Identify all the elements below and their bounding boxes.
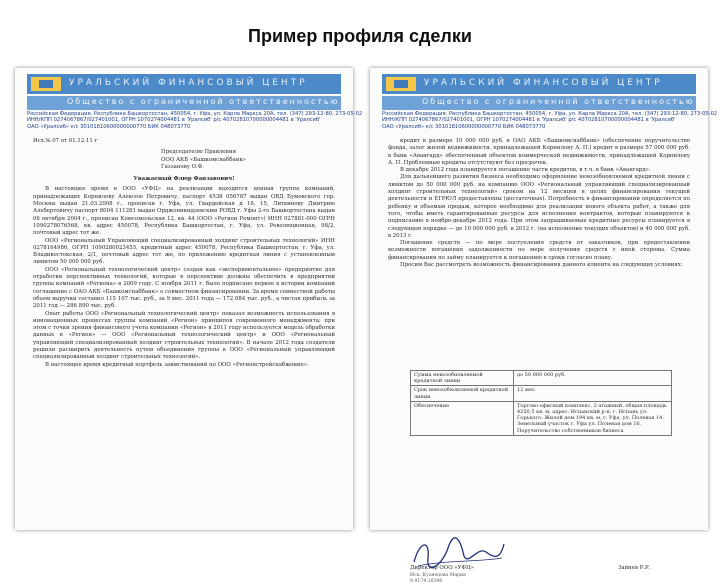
address-line: ИНН/КПП 0274067867/027401001, ОГРН 1070274004481 в 'Уралсиб' р/с 40702810700000004481 в 'Уралсиб' <box>382 117 676 124</box>
address-line: Российская Федерация, Республика Башкортостан, 450054, г. Уфа, ул. Карла Маркса 20А, тел. (347) 293-12-80, 273-05-02 <box>27 111 363 117</box>
salutation: Уважаемый Флюр Фанзавович! <box>133 176 235 183</box>
letterhead-company-banner <box>27 96 341 110</box>
letter-body <box>33 138 335 369</box>
company-logo-icon <box>386 77 416 91</box>
outgoing-number: Исх.№ 07 от 01.12.11 г <box>33 138 98 144</box>
addressee-line: ООО АКБ «Башкомснаббанк» <box>161 156 246 163</box>
table-row <box>411 401 672 435</box>
executor-line: 8-9174-20396 <box>410 579 443 584</box>
letterhead-company-banner <box>382 96 696 110</box>
letterhead-org-name: УРАЛЬСКИЙ ФИНАНСОВЫЙ ЦЕНТР <box>424 78 663 88</box>
letterhead-banner <box>27 74 341 94</box>
letterhead-address <box>382 111 718 130</box>
letterhead-company-type: Общество с ограниченной ответственностью <box>67 97 340 106</box>
address-line: ОАО «Уралсиб» к/с 30101810600000000770 БИК 048073770 <box>27 123 191 130</box>
body-paragraph: ООО «Региональный технологический центр» создан как «экспериментальное» предприятие для отработки перспективных технологий, которые в перспективе должны обеспечить в предприятии группы компаний «Региона» в 2009 году. С ноября 2011 г. было подписано первое в истории компании соглашение с ОАО АКБ «Башкомснаббанк» о совместном финансировании. За время совместной работы объем выручки составил 115 107 тыс. руб., за 9 мес. 2011 года — 172 084 тыс. руб., а чистая прибыль за 2011 год — 286 890 тыс. руб. <box>33 266 335 310</box>
executor-info <box>410 573 466 585</box>
body-paragraph: ООО «Региональный Управляющий специализированный холдинг строительных технологий» ИНН 0278164986, ОГРН 1090280023455, кредитный адрес 450078, Республика Башкортостан, г. Уфа, ул. Владивостокская, 2/1, почтовый адрес тот же, по приложению кредитная линия с установленным лимитом 50 000 000 руб. <box>33 237 335 266</box>
addressee-line: Газзанову О.Ф. <box>161 163 204 170</box>
address-line: ИНН/КПП 0274067867/027401001, ОГРН 1070274004481 в 'Уралсиб' р/с 40702810700000004481 в 'Уралсиб' <box>27 117 321 124</box>
address-line: ОАО «Уралсиб» к/с 30101810600000000770 БИК 048073770 <box>382 123 546 130</box>
address-line: Российская Федерация, Республика Башкортостан, 450054, г. Уфа, ул. Карла Маркса 20А, тел. (347) 293-12-80, 273-05-02 <box>382 111 718 117</box>
body-paragraph: Просим Вас рассмотреть возможность финансирования данного клиента на следующих условиях: <box>400 262 683 269</box>
body-paragraph: кредит в размере 10 000 000 руб. в ОАО АКБ «Башкомснаббанк» (обеспечение поручительство фонда, залог жилой недвижимости, принадлежащей Корнилову А. П.) кредит в размере 57 000 000 руб. в банк «Авангард» обеспеченный объектом коммерческой недвижимости, принадлежащей Корнилову А. П. Проблемные кредиты отсутствуют без просрочек. <box>388 138 690 166</box>
table-cell-value: Торгово-офисный комплекс, 2-этажный, общая площадь 4250,5 кв. м, адрес: Испанский р-н, г. Испань ул. Горького. Жилой дом 194 кв. м, г. Уфа, ул. Полевая 14. Земельный участок г. Уфа ул. Полевая дом 16. Поручительство собственников бизнеса <box>514 401 672 435</box>
body-paragraph: Опыт работы ООО «Региональный технологический центр» показал возможность использования в инновационных процессах группы компаний «Регион» принципов современного менеджмента; при этом с точки зрения финансового учета компании «Регион» в 2011 году используется модель обработки данных в «Регион» — ООО «Региональный технологический центр» и ООО «Региональный управляющий специализированный холдинг строительных технологий». В начале 2012 года создатели решили расширить деятельность путем объединения группы в ООО «Региональный управляющий специализированный холдинг строительных технологий». <box>33 310 335 361</box>
body-paragraph: Для дальнейшего развития бизнеса необходимо оформление невозобновляемой кредитной линии с лимитом до 50 000 000 руб. на компанию ООО «Региональный управляющий специализированный холдинг строительных технологий» сроком на 12 месяцев в целях финансирования текущей деятельности и ЕГРЮЛ предоставлены (достаточных). Потребность в финансировании определяется по ребенку и объемам продаж, которое необходимо для реализации нового объекта работ, а также для того, чтобы иметь гарантированные ресурсы для исполнения контрактов, которые планируются к подписанию в ноябре-декабре 2012 года. При этом запрашиваемые кредитные ресурсы планируется в следующем порядке — до 10 000 000 руб. в 2012 г. (на исполнение текущих объектов) и 40 000 000 руб. в 2013 г. <box>388 174 690 239</box>
signatory-role: Директор ООО «УФЦ» <box>410 565 475 571</box>
table-cell-value: 12 мес. <box>514 386 672 401</box>
letterhead-org-name: УРАЛЬСКИЙ ФИНАНСОВЫЙ ЦЕНТР <box>69 78 308 88</box>
table-row <box>411 386 672 401</box>
signatory-name: Зайнев Р.Р. <box>618 565 651 571</box>
body-paragraph: В декабре 2012 года планируется погашение части кредитов, в т.ч. в банк «Авангард». <box>400 167 651 174</box>
letterhead-banner <box>382 74 696 94</box>
body-paragraph: Погашение средств — по мере поступления средств от заказчиков, при предоставлении возможности погашения задолженности по мере получения средств с иной стороны. Сумма финансирования по займу планируется к погашению в сроки согласно плану. <box>388 240 690 261</box>
letter-body <box>388 138 690 269</box>
letterhead-address <box>27 111 363 130</box>
table-cell-label: Сумма невозобновляемой кредитной линии <box>411 371 514 386</box>
table-cell-value: до 50 000 000 руб. <box>514 371 672 386</box>
body-paragraph: В настоящее время в ООО «УФЦ» на реализации находится ценная группа компаний, принадлежащих Корнилову Алексею Петровичу, паспорт 4538 056787 выдан ОВД Бумовского гор. Москвы выдан 21.03.2008 г., прописан г. Уфа, ул. Гвардейская д 16, 15, Литвинову Дмитрию Альбертовичу паспорт 8004 111281 выдан Орджоникидзевским РОВД г. Уфы 2-го Башкортостана выдан 06 октября 2004 г., прописан Комсомольская 12, кв. 44 (ООО «Регион Ремонт») ИНН 027881-000 ОГРН 1090278076568, кв. адрес 450078, Республика Башкортостан, г. Уфа, ул. Революционная, 98/2, почтовый адрес тот же. <box>33 186 335 237</box>
addressee-line: Председателю Правления <box>161 149 237 156</box>
letter-right <box>370 68 718 584</box>
slide-title: Пример профиля сделки <box>248 26 472 46</box>
executor-line: Исп. Кузнецова Мария <box>410 573 466 578</box>
letterhead-company-type: Общество с ограниченной ответственностью <box>422 97 695 106</box>
table-cell-label: Обеспечение <box>411 401 514 435</box>
company-logo-icon <box>31 77 61 91</box>
table-cell-label: Срок невозобновляемой кредитной линии <box>411 386 514 401</box>
loan-terms-table <box>410 370 672 436</box>
body-paragraph: В настоящее время кредитный портфель заимствований по ООО «Регионстройснабжение». <box>45 361 309 368</box>
table-row <box>411 371 672 386</box>
letter-left <box>15 68 363 530</box>
